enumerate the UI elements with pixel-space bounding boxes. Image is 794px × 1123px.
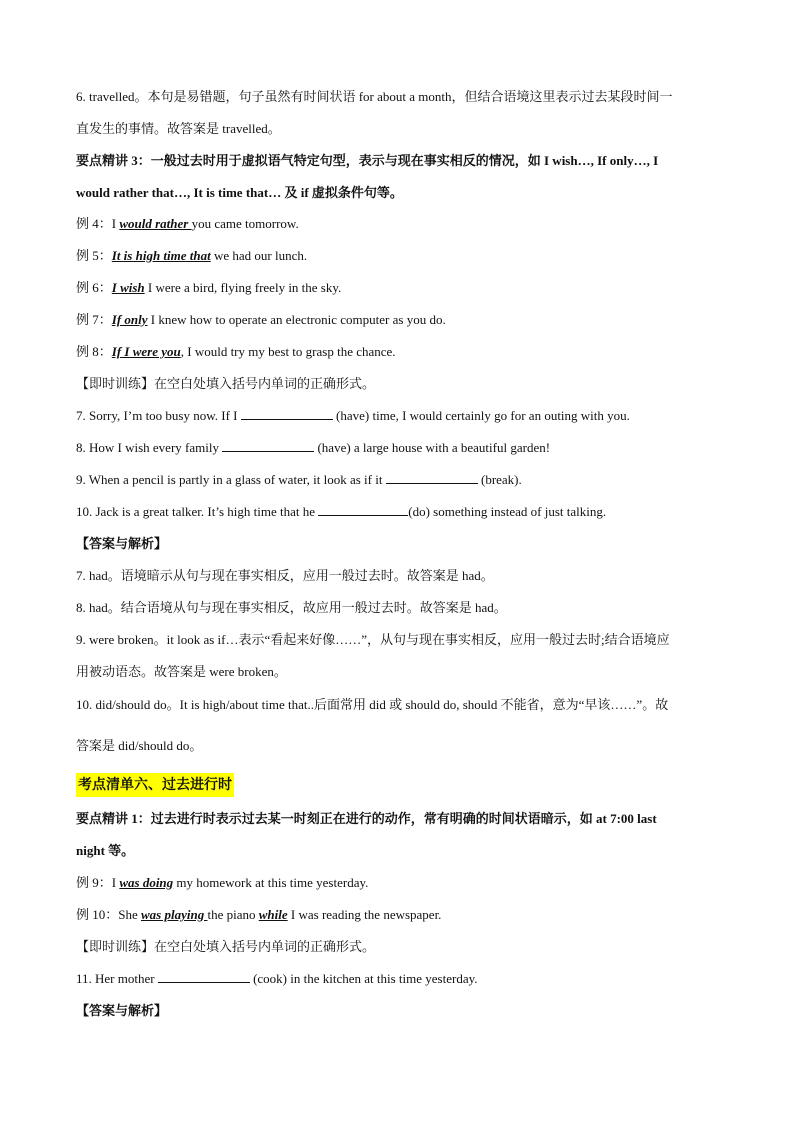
question-9-blank[interactable] — [386, 470, 478, 484]
example-9-emphasis: was doing — [119, 875, 174, 890]
example-4-emphasis: would rather — [119, 216, 192, 231]
answer-7: 7. had。语境暗示从句与现在事实相反，应用一般过去时。故答案是 had。 — [76, 568, 494, 583]
example-10 — [76, 905, 726, 925]
example-5-prefix: 例 5： — [76, 248, 112, 263]
example-9-rest: my homework at this time yesterday. — [173, 875, 369, 890]
key-point-1-line-2: night 等。 — [76, 843, 135, 858]
example-5 — [76, 246, 726, 266]
answer-9-line-2: 用被动语态。故答案是 were broken。 — [76, 664, 287, 679]
example-4-prefix: 例 4：I — [76, 216, 120, 231]
answer-10-line-2: 答案是 did/should do。 — [76, 738, 203, 753]
answer-6-line-1: 6. travelled。本句是易错题，句子虽然有时间状语 for about a month，但结合语境这里表示过去某段时间一 — [76, 89, 673, 104]
example-6-rest: I were a bird, flying freely in the sky. — [144, 280, 342, 295]
example-5-emphasis: It is high time that — [111, 248, 211, 263]
example-8-emphasis: If I were you — [111, 344, 181, 359]
example-8 — [76, 342, 726, 362]
answer-6-line-2: 直发生的事情。故答案是 travelled。 — [76, 121, 281, 136]
question-9-rest: (break). — [477, 472, 522, 487]
answers-heading-2: 【答案与解析】 — [76, 1003, 168, 1018]
example-6-prefix: 例 6： — [76, 280, 112, 295]
question-10-rest: (do) something instead of just talking. — [408, 504, 607, 519]
question-8-rest: (have) a large house with a beautiful garden! — [314, 440, 551, 455]
example-7 — [76, 310, 726, 330]
example-8-rest: , I would try my best to grasp the chance. — [180, 344, 396, 359]
question-7 — [76, 406, 726, 426]
example-10-middle: the piano — [207, 907, 259, 922]
question-10 — [76, 502, 726, 522]
key-point-3-line-1: 要点精讲 3：一般过去时用于虚拟语气特定句型，表示与现在事实相反的情况，如 I wish…, If only…, I — [76, 153, 659, 168]
example-4-rest: you came tomorrow. — [191, 216, 299, 231]
example-7-emphasis: If only — [111, 312, 148, 327]
practice-heading-1: 【即时训练】在空白处填入括号内单词的正确形式。 — [76, 376, 376, 391]
example-10-emphasis-1: was playing — [141, 907, 208, 922]
question-11-blank[interactable] — [158, 969, 250, 983]
question-8-prefix: 8. How I wish every family — [76, 440, 223, 455]
example-4 — [76, 214, 726, 234]
example-8-prefix: 例 8： — [76, 344, 112, 359]
example-10-prefix: 例 10：She — [76, 907, 142, 922]
answer-9-line-1: 9. were broken。it look as if…表示“看起来好像……”，从句与现在事实相反，应用一般过去时;结合语境应 — [76, 632, 670, 647]
answer-8: 8. had。结合语境从句与现在事实相反，故应用一般过去时。故答案是 had。 — [76, 600, 507, 615]
question-10-prefix: 10. Jack is a great talker. It’s high time that he — [76, 504, 319, 519]
question-8 — [76, 438, 726, 458]
question-11-rest: (cook) in the kitchen at this time yesterday. — [249, 971, 478, 986]
example-10-rest: I was reading the newspaper. — [287, 907, 442, 922]
example-6-emphasis: I wish — [111, 280, 145, 295]
example-9 — [76, 873, 726, 893]
question-8-blank[interactable] — [222, 438, 314, 452]
example-9-prefix: 例 9：I — [76, 875, 120, 890]
question-7-rest: (have) time, I would certainly go for an outing with you. — [332, 408, 630, 423]
question-7-prefix: 7. Sorry, I’m too busy now. If I — [76, 408, 241, 423]
question-10-blank[interactable] — [318, 502, 408, 516]
example-10-emphasis-2: while — [258, 907, 288, 922]
example-7-prefix: 例 7： — [76, 312, 112, 327]
answer-10-line-1: 10. did/should do。It is high/about time that..后面常用 did 或 should do, should 不能省，意为“早该……”。故 — [76, 697, 669, 712]
answers-heading-1: 【答案与解析】 — [76, 536, 168, 551]
question-9-prefix: 9. When a pencil is partly in a glass of water, it look as if it — [76, 472, 386, 487]
example-7-rest: I knew how to operate an electronic computer as you do. — [147, 312, 446, 327]
practice-heading-2: 【即时训练】在空白处填入括号内单词的正确形式。 — [76, 939, 376, 954]
question-11-prefix: 11. Her mother — [76, 971, 158, 986]
question-7-blank[interactable] — [241, 406, 333, 420]
example-5-rest: we had our lunch. — [210, 248, 308, 263]
key-point-1-line-1: 要点精讲 1：过去进行时表示过去某一时刻正在进行的动作，常有明确的时间状语暗示，如 at 7:00 last — [76, 811, 657, 826]
section-heading-past-progressive: 考点清单六、过去进行时 — [76, 773, 234, 797]
example-6 — [76, 278, 726, 298]
question-11 — [76, 969, 726, 989]
question-9 — [76, 470, 726, 490]
key-point-3-line-2: would rather that…, It is time that… 及 if 虚拟条件句等。 — [76, 185, 403, 200]
